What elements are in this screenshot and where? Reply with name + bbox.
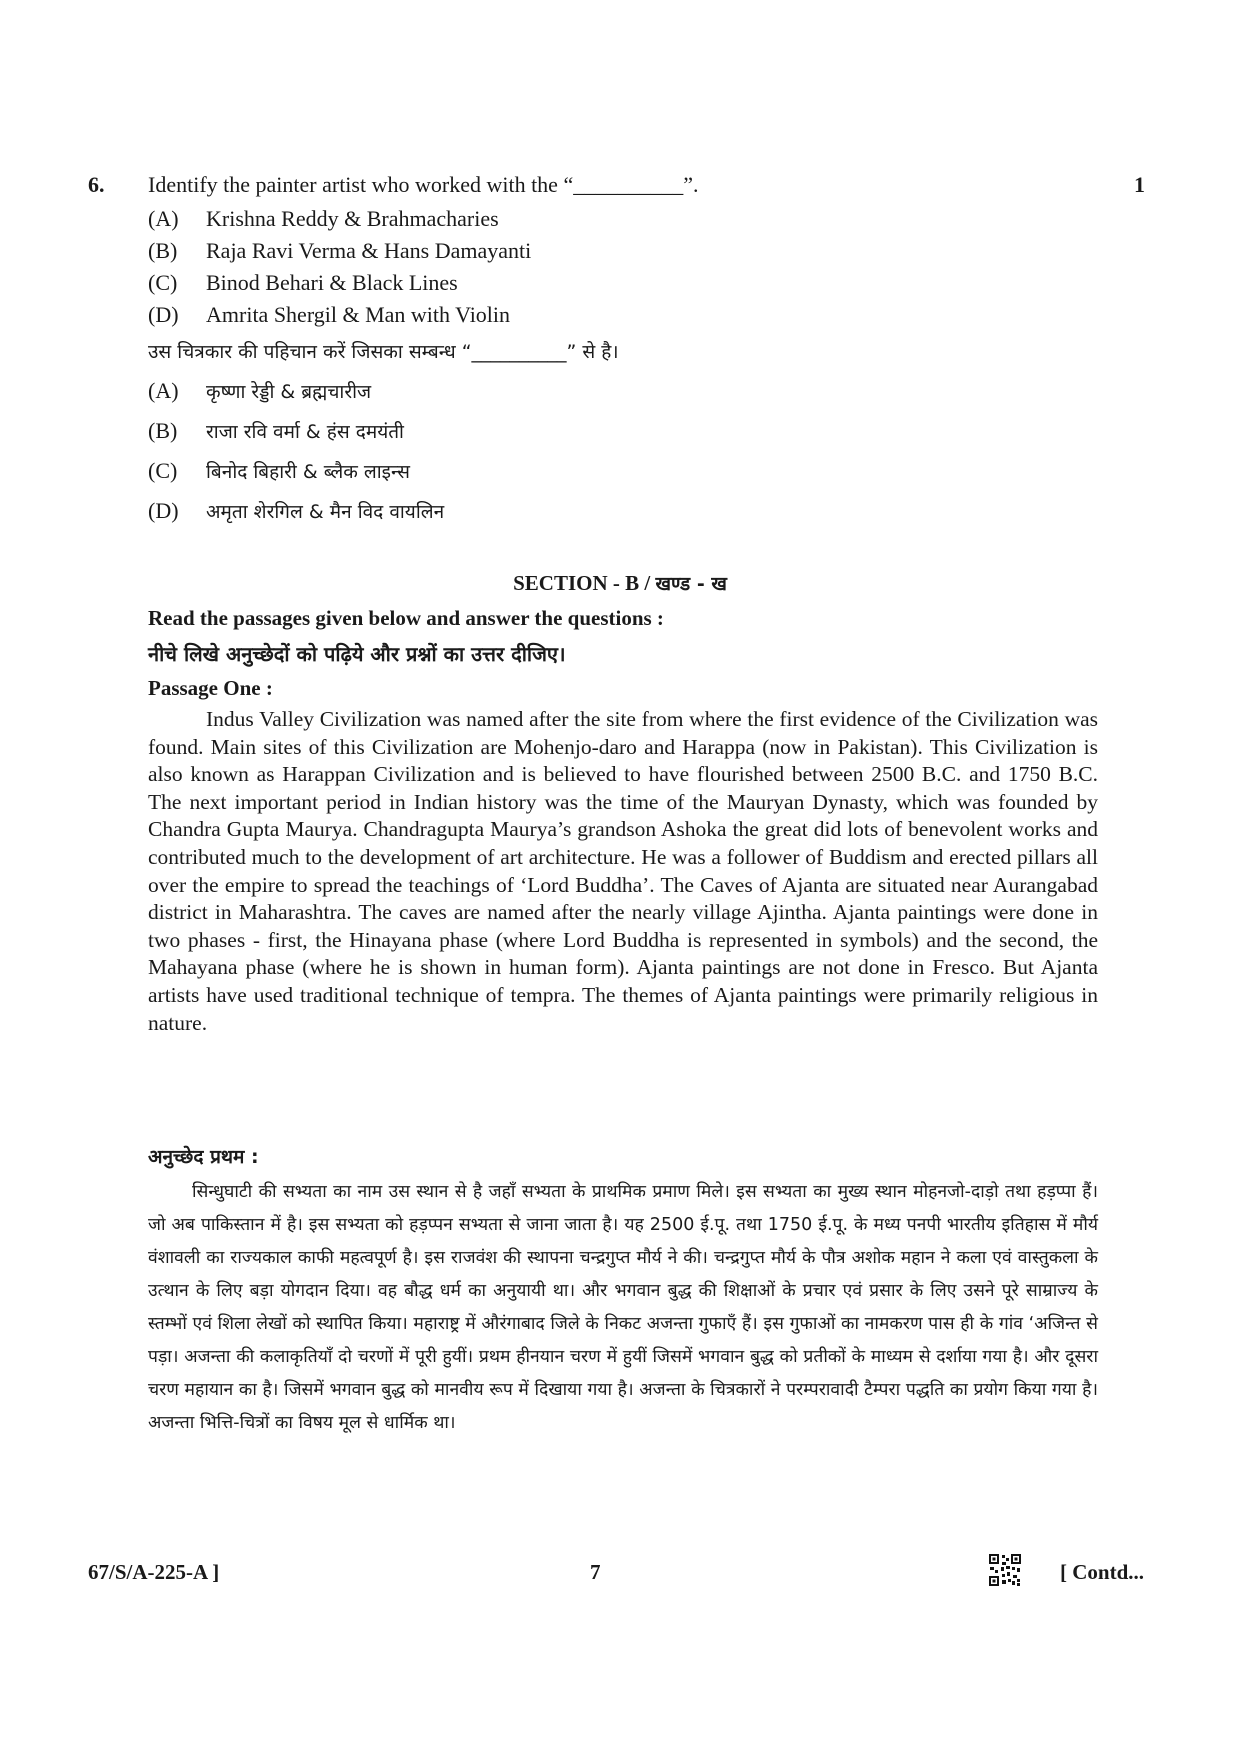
option-en-d [148,302,510,328]
question-text-en: Identify the painter artist who worked with the “__________”. [148,172,699,197]
option-en-b [148,238,531,264]
paper-code: 67/S/A-225-A ] [88,1560,220,1584]
option-label: (A) [148,378,179,403]
option-hi-c [148,458,410,484]
passage-title-hi: अनुच्छेद प्रथम : [148,1146,259,1168]
option-label: (D) [148,498,179,523]
section-title-hi: खण्ड - ख [655,573,727,595]
option-text: कृष्णा रेड्डी & ब्रह्मचारीज [206,381,372,403]
section-title-en: SECTION - B / [513,571,656,595]
option-hi-a [148,378,371,404]
page-number: 7 [590,1560,601,1584]
option-text: राजा रवि वर्मा & हंस दमयंती [206,421,404,443]
option-text: Raja Ravi Verma & Hans Damayanti [206,238,532,263]
option-label: (C) [148,458,178,483]
passage-title-en: Passage One : [148,676,273,700]
option-text: बिनोद बिहारी & ब्लैक लाइन्स [206,461,410,483]
option-en-c [148,270,458,296]
option-hi-b [148,418,404,444]
section-title [0,570,1240,596]
option-text: Amrita Shergil & Man with Violin [206,302,511,327]
instruction-hi: नीचे लिखे अनुच्छेदों को पढ़िये और प्रश्नों का उत्तर दीजिए। [148,642,566,666]
continued-label: [ Contd... [1060,1560,1145,1584]
option-text: Krishna Reddy & Brahmacharies [206,206,499,231]
qr-code-icon [988,1553,1022,1587]
option-label: (C) [148,270,178,295]
question-number: 6. [88,172,105,197]
passage-text-en: Indus Valley Civilization was named after the site from where the first evidence of the Civilization was found. Main sites of this Civilization are Mohenjo-daro and Harappa (now in Pakistan). This Civilization is also known as Harappan Civilization and is believed to have flourished between 2500 B.C. and 1750 B.C. The next important period in Indian history was the time of the Mauryan Dynasty, which was founded by Chandra Gupta Maurya. Chandragupta Maurya’s grandson Ashoka the great did lots of benevolent works and contributed much to the development of art architecture. He was a follower of Buddism and erected pillars all over the empire to spread the teachings of ‘Lord Buddha’. The Caves of Ajanta are situated near Aurangabad district in Maharashtra. The caves are named after the nearly village Ajintha. Ajanta paintings were done in two phases - first, the Hinayana phase (where Lord Buddha is represented in symbols) and the second, the Mahayana phase (where he is shown in human form). Ajanta paintings are not done in Fresco. But Ajanta artists have used traditional technique of tempra. The themes of Ajanta paintings were primarily religious in nature. [148,707,1098,1035]
question-marks: 1 [1134,172,1145,197]
option-label: (D) [148,302,179,327]
instruction-en: Read the passages given below and answer the questions : [148,606,664,630]
passage-text-hi: सिन्धुघाटी की सभ्यता का नाम उस स्थान से है जहाँ सभ्यता के प्राथमिक प्रमाण मिले। इस सभ्यता का मुख्य स्थान मोहनजो-दाड़ो तथा हड़प्पा हैं। जो अब पाकिस्तान में है। इस सभ्यता को हड़प्पन सभ्यता से जाना जाता है। यह 2500 ई.पू. तथा 1750 ई.पू. के मध्य पनपी भारतीय इतिहास में मौर्य वंशावली का राज्यकाल काफी महत्वपूर्ण है। इस राजवंश की स्थापना चन्द्रगुप्त मौर्य ने की। चन्द्रगुप्त मौर्य के पौत्र अशोक महान ने कला एवं वास्तुकला के उत्थान के लिए बड़ा योगदान दिया। वह बौद्ध धर्म का अनुयायी था। और भगवान बुद्ध की शिक्षाओं के प्रचार एवं प्रसार के लिए उसने पूरे साम्राज्य के स्तम्भों एवं शिला लेखों को स्थापित किया। महाराष्ट्र में औरंगाबाद जिले के निकट अजन्ता गुफाएँ हैं। इस गुफाओं का नामकरण पास ही के गांव ‘अजिन्त से पड़ा। अजन्ता की कलाकृतियाँ दो चरणों में पूरी हुयीं। प्रथम हीनयान चरण में हुयीं जिसमें भगवान बुद्ध को प्रतीकों के माध्यम से दर्शाया गया है। और दूसरा चरण महायान का है। जिसमें भगवान बुद्ध को मानवीय रूप में दिखाया गया है। अजन्ता के चित्रकारों ने परम्परावादी टैम्परा पद्धति का प्रयोग किया गया है। अजन्ता भित्ति-चित्रों का विषय मूल से धार्मिक था। [148,1182,1098,1433]
option-text: Binod Behari & Black Lines [206,270,458,295]
option-label: (B) [148,238,178,263]
question-text-hi: उस चित्रकार की पहिचान करें जिसका सम्बन्ध “__________” से है। [148,341,619,363]
option-en-a [148,206,499,232]
option-label: (B) [148,418,178,443]
option-text: अमृता शेरगिल & मैन विद वायलिन [206,501,445,523]
option-hi-d [148,498,444,524]
option-label: (A) [148,206,179,231]
